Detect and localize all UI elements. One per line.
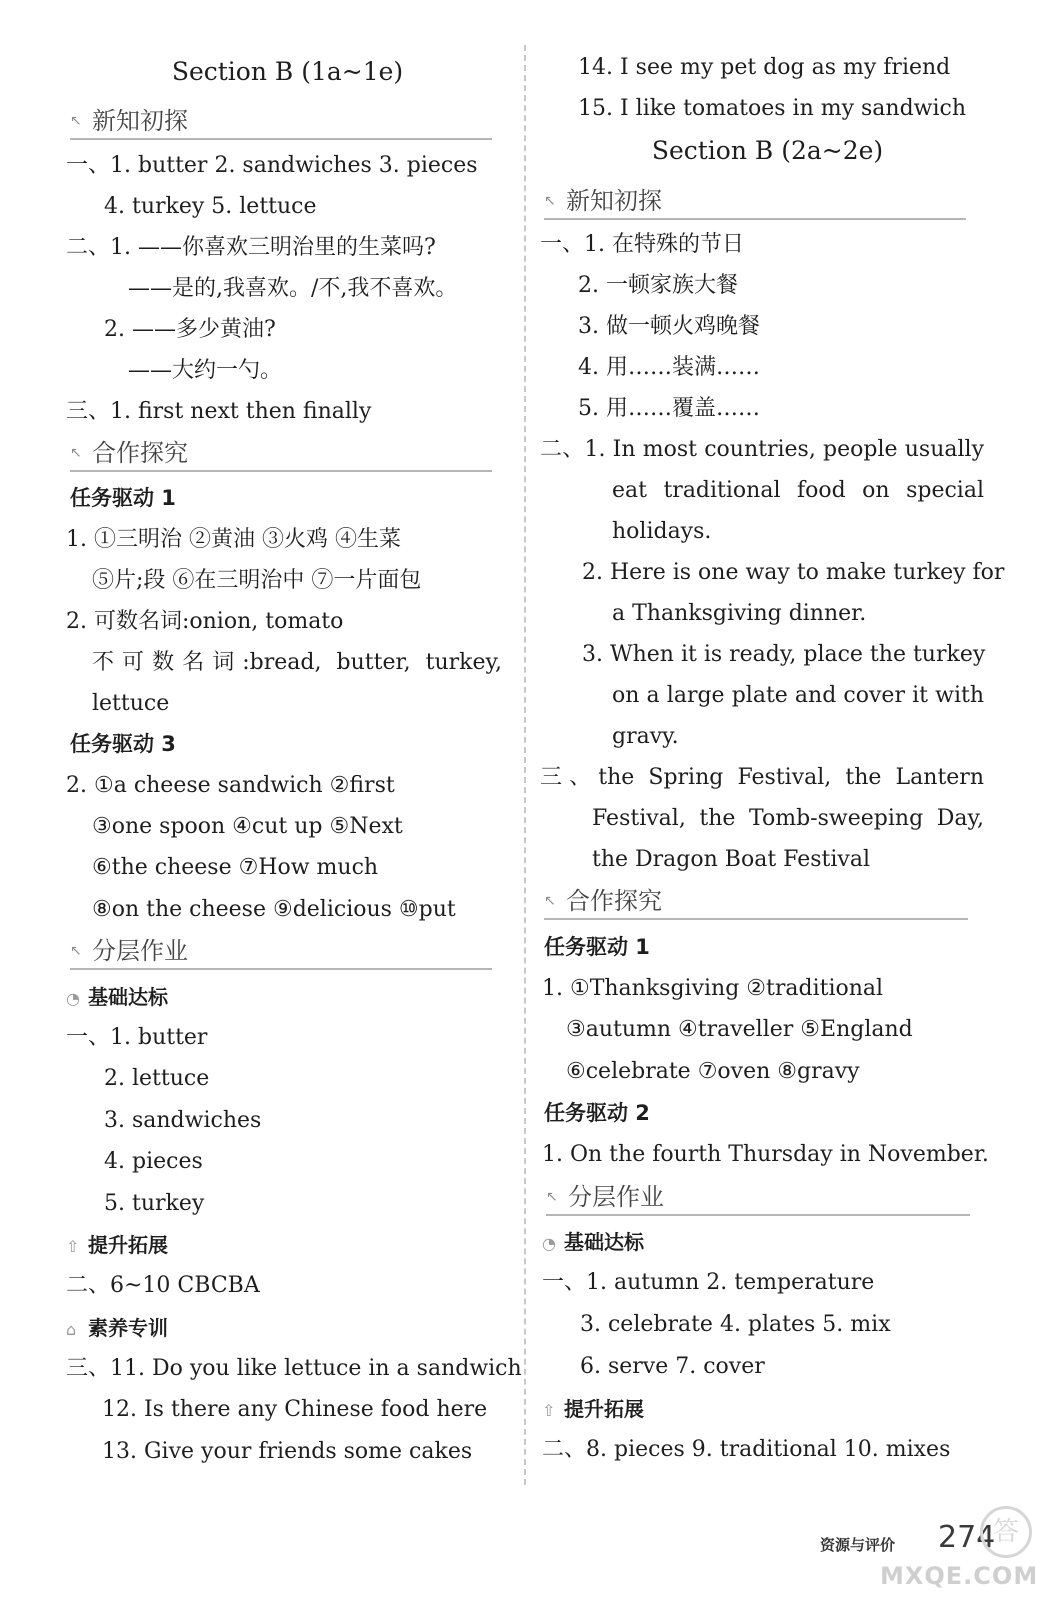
answer-line: Festival, the Tomb-sweeping Day, bbox=[592, 806, 984, 831]
task-heading: 任务驱动 3 bbox=[70, 732, 176, 756]
answer-line: 3. 做一顿火鸡晚餐 bbox=[578, 314, 760, 339]
subheading-jichu bbox=[542, 1228, 644, 1258]
answer-line: eat traditional food on special bbox=[612, 478, 984, 503]
answer-line: 1. ①三明治 ②黄油 ③火鸡 ④生菜 bbox=[66, 527, 401, 552]
answer-line: 4. pieces bbox=[104, 1149, 203, 1174]
subheading-suyang bbox=[66, 1314, 168, 1344]
answer-line: ⑥celebrate ⑦oven ⑧gravy bbox=[566, 1059, 860, 1084]
heading-label: 分层作业 bbox=[568, 1183, 664, 1211]
heading-label: 新知初探 bbox=[566, 187, 662, 215]
leaf-icon: ◔ bbox=[66, 989, 80, 1008]
answer-line: 三、the Spring Festival, the Lantern bbox=[540, 765, 984, 790]
corner-mark-icon: ↖ bbox=[70, 113, 82, 129]
answer-line: 二、1. ——你喜欢三明治里的生菜吗? bbox=[66, 235, 436, 260]
answer-line: ⑤片;段 ⑥在三明治中 ⑦一片面包 bbox=[92, 568, 422, 593]
answer-line: 二、8. pieces 9. traditional 10. mixes bbox=[542, 1437, 951, 1462]
task-heading: 任务驱动 1 bbox=[544, 935, 650, 959]
answer-line: holidays. bbox=[612, 519, 712, 544]
answer-line: 一、1. butter 2. sandwiches 3. pieces bbox=[66, 153, 478, 178]
section-title: Section B (1a~1e) bbox=[171, 57, 404, 86]
corner-mark-icon: ↖ bbox=[544, 193, 556, 209]
subheading-label: 提升拓展 bbox=[88, 1233, 168, 1257]
answer-line: 3. celebrate 4. plates 5. mix bbox=[580, 1312, 891, 1337]
answer-line: on a large plate and cover it with bbox=[612, 683, 984, 708]
section-heading-fenceng bbox=[70, 934, 492, 970]
answer-line: 一、1. autumn 2. temperature bbox=[542, 1270, 875, 1295]
answer-line: lettuce bbox=[92, 691, 170, 716]
answer-line: 2. Here is one way to make turkey for bbox=[582, 560, 1005, 585]
answer-line: 2. lettuce bbox=[104, 1066, 210, 1091]
answer-line: ③autumn ④traveller ⑤England bbox=[566, 1017, 913, 1042]
answer-line: 一、1. 在特殊的节日 bbox=[540, 232, 744, 257]
subheading-label: 基础达标 bbox=[88, 985, 168, 1009]
answer-line: ——是的,我喜欢。/不,我不喜欢。 bbox=[128, 276, 458, 301]
up-arrow-icon: ⇧ bbox=[66, 1237, 80, 1256]
section-heading-hezuo bbox=[544, 884, 968, 920]
answer-line: 13. Give your friends some cakes bbox=[102, 1439, 473, 1464]
corner-mark-icon: ↖ bbox=[546, 1189, 558, 1205]
heading-label: 合作探究 bbox=[92, 439, 188, 467]
task-heading: 任务驱动 1 bbox=[70, 486, 176, 510]
subheading-label: 提升拓展 bbox=[564, 1397, 644, 1421]
subheading-tisheng bbox=[66, 1231, 168, 1261]
answer-line: 5. turkey bbox=[104, 1191, 205, 1216]
section-heading-xinzhi bbox=[544, 184, 966, 220]
answer-line: ⑧on the cheese ⑨delicious ⑩put bbox=[92, 897, 456, 922]
answer-line: 2. 一顿家族大餐 bbox=[578, 273, 738, 298]
task-heading: 任务驱动 2 bbox=[544, 1101, 650, 1125]
answer-line: 一、1. butter bbox=[66, 1025, 208, 1050]
corner-mark-icon: ↖ bbox=[70, 445, 82, 461]
section-title: Section B (2a~2e) bbox=[651, 136, 884, 165]
answer-line: 4. turkey 5. lettuce bbox=[104, 194, 317, 219]
watermark-logo: 答 bbox=[980, 1506, 1032, 1558]
leaf-icon: ◔ bbox=[542, 1234, 556, 1253]
answer-line: 三、11. Do you like lettuce in a sandwich bbox=[66, 1356, 522, 1381]
answer-line: 1. ①Thanksgiving ②traditional bbox=[542, 976, 884, 1001]
answer-line: 6. serve 7. cover bbox=[580, 1354, 765, 1379]
answer-line: 三、1. first next then finally bbox=[66, 399, 372, 424]
heading-label: 分层作业 bbox=[92, 937, 188, 965]
answer-line: 1. On the fourth Thursday in November. bbox=[542, 1142, 989, 1167]
answer-line: ③one spoon ④cut up ⑤Next bbox=[92, 814, 403, 839]
answer-line: 二、1. In most countries, people usually bbox=[540, 437, 984, 462]
answer-line: 3. When it is ready, place the turkey bbox=[582, 642, 986, 667]
answer-line: 4. 用……装满…… bbox=[578, 355, 760, 380]
answer-line: 2. ——多少黄油? bbox=[104, 317, 276, 342]
corner-mark-icon: ↖ bbox=[70, 943, 82, 959]
heading-label: 合作探究 bbox=[566, 887, 662, 915]
section-heading-fenceng bbox=[546, 1180, 970, 1216]
answer-line: 2. 可数名词:onion, tomato bbox=[66, 609, 344, 634]
answer-line: ⑥the cheese ⑦How much bbox=[92, 855, 379, 880]
section-heading-xinzhi bbox=[70, 104, 492, 140]
answer-line: gravy. bbox=[612, 724, 679, 749]
subheading-tisheng bbox=[542, 1395, 644, 1425]
answer-line: a Thanksgiving dinner. bbox=[612, 601, 867, 626]
watermark-url: MXQE.COM bbox=[880, 1562, 1039, 1590]
page-number: 274 bbox=[938, 1520, 996, 1555]
answer-line: 3. sandwiches bbox=[104, 1108, 262, 1133]
answer-line: 15. I like tomatoes in my sandwich bbox=[578, 96, 967, 121]
answer-line: ——大约一勺。 bbox=[128, 358, 283, 383]
answer-line: 5. 用……覆盖…… bbox=[578, 396, 760, 421]
roof-icon: ⌂ bbox=[66, 1320, 77, 1339]
subheading-label: 基础达标 bbox=[564, 1230, 644, 1254]
answer-line: 不可数名词:bread, butter, turkey, bbox=[92, 650, 502, 675]
answer-line: 12. Is there any Chinese food here bbox=[102, 1397, 488, 1422]
corner-mark-icon: ↖ bbox=[544, 893, 556, 909]
footer-brand: 资源与评价 bbox=[820, 1536, 896, 1554]
answer-line: 2. ①a cheese sandwich ②first bbox=[66, 773, 395, 798]
answer-line: 14. I see my pet dog as my friend bbox=[578, 55, 951, 80]
section-heading-hezuo bbox=[70, 436, 492, 472]
subheading-label: 素养专训 bbox=[88, 1316, 168, 1340]
up-arrow-icon: ⇧ bbox=[542, 1401, 556, 1420]
column-divider bbox=[524, 45, 526, 1485]
answer-line: the Dragon Boat Festival bbox=[592, 847, 870, 872]
answer-line: 二、6~10 CBCBA bbox=[66, 1273, 260, 1298]
subheading-jichu bbox=[66, 983, 168, 1013]
heading-label: 新知初探 bbox=[92, 107, 188, 135]
